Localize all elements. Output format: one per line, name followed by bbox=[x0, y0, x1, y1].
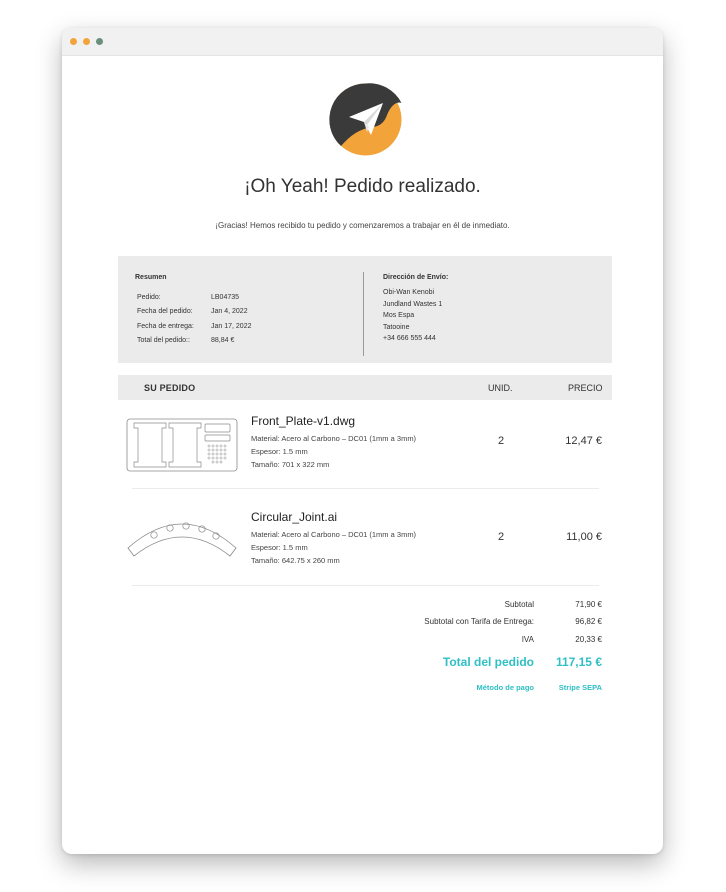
item-thickness: Espesor: 1.5 mm bbox=[251, 447, 308, 456]
page-subtitle: ¡Gracias! Hemos recibido tu pedido y comenzaremos a trabajar en él de inmediato. bbox=[215, 221, 510, 230]
summary-label: Fecha de entrega: bbox=[137, 322, 194, 330]
subtotal-delivery-value: 96,82 € bbox=[575, 617, 602, 626]
item-size: Tamaño: 642.75 x 260 mm bbox=[251, 556, 340, 565]
shipping-address-section bbox=[383, 274, 448, 347]
front-plate-drawing-icon bbox=[126, 418, 238, 472]
delivery-date: Jan 17, 2022 bbox=[211, 322, 252, 330]
summary-label: Fecha del pedido: bbox=[137, 308, 193, 316]
circular-joint-drawing-icon bbox=[126, 514, 238, 558]
subtotal-label: Subtotal bbox=[504, 600, 534, 609]
total-value: 117,15 € bbox=[555, 655, 602, 669]
vat-label: IVA bbox=[521, 635, 534, 644]
summary-label: Pedido: bbox=[137, 293, 161, 301]
close-window-button[interactable] bbox=[70, 38, 77, 45]
shipping-title: Dirección de Envío: bbox=[383, 274, 449, 281]
item-name[interactable]: Front_Plate-v1.dwg bbox=[251, 414, 356, 428]
column-header-item: SU PEDIDO bbox=[144, 383, 196, 393]
item-details bbox=[251, 528, 416, 567]
column-header-price: PRECIO bbox=[568, 383, 603, 393]
item-material: Material: Acero al Carbono – DC01 (1mm a 3mm) bbox=[251, 530, 417, 539]
order-summary-panel bbox=[118, 256, 612, 363]
item-price: 11,00 € bbox=[566, 531, 602, 543]
page-title: ¡Oh Yeah! Pedido realizado. bbox=[244, 176, 481, 197]
payment-method: Stripe SEPA bbox=[558, 683, 602, 692]
shipping-city: Mos Espa bbox=[383, 312, 415, 320]
vat-value: 20,33 € bbox=[575, 635, 602, 644]
summary-title: Resumen bbox=[135, 274, 167, 281]
summary-row bbox=[135, 290, 291, 305]
item-size: Tamaño: 701 x 322 mm bbox=[251, 460, 330, 469]
vat-row bbox=[522, 635, 602, 644]
total-row bbox=[443, 655, 602, 669]
summary-row bbox=[135, 305, 291, 320]
summary-section bbox=[135, 274, 291, 348]
shipping-phone: +34 666 555 444 bbox=[383, 335, 436, 343]
minimize-window-button[interactable] bbox=[83, 38, 90, 45]
item-thickness: Espesor: 1.5 mm bbox=[251, 543, 308, 552]
subtotal-delivery-row bbox=[424, 617, 602, 626]
item-units: 2 bbox=[498, 435, 505, 447]
subtotal-row bbox=[505, 600, 602, 609]
payment-row bbox=[477, 683, 603, 692]
item-divider bbox=[132, 488, 599, 489]
order-number: LB04735 bbox=[211, 293, 240, 301]
payment-label: Método de pago bbox=[476, 683, 534, 692]
window-titlebar bbox=[62, 28, 663, 56]
summary-label: Total del pedido:: bbox=[137, 337, 190, 345]
subtotal-value: 71,90 € bbox=[575, 600, 602, 609]
summary-row bbox=[135, 319, 291, 334]
column-header-units: UNID. bbox=[488, 383, 513, 393]
subtotal-delivery-label: Subtotal con Tarifa de Entrega: bbox=[424, 617, 534, 626]
order-item bbox=[118, 414, 612, 494]
order-total: 88,84 € bbox=[211, 337, 235, 345]
item-name[interactable]: Circular_Joint.ai bbox=[251, 510, 338, 524]
total-label: Total del pedido bbox=[442, 655, 534, 669]
maximize-window-button[interactable] bbox=[96, 38, 103, 45]
item-price: 12,47 € bbox=[565, 435, 602, 447]
item-units: 2 bbox=[498, 531, 505, 543]
shipping-street: Jundland Wastes 1 bbox=[383, 300, 443, 308]
shipping-region: Tatooine bbox=[383, 323, 410, 331]
summary-divider bbox=[363, 272, 364, 356]
item-divider bbox=[132, 585, 599, 586]
order-table-header bbox=[118, 375, 612, 400]
item-material: Material: Acero al Carbono – DC01 (1mm a 3mm) bbox=[251, 434, 417, 443]
order-item bbox=[118, 510, 612, 590]
order-date: Jan 4, 2022 bbox=[211, 308, 248, 316]
shipping-name: Obi-Wan Kenobi bbox=[383, 289, 435, 296]
order-totals bbox=[118, 600, 602, 700]
summary-row bbox=[135, 334, 291, 349]
browser-window bbox=[62, 28, 663, 854]
item-details bbox=[251, 432, 416, 471]
paper-plane-logo-icon bbox=[329, 83, 402, 156]
